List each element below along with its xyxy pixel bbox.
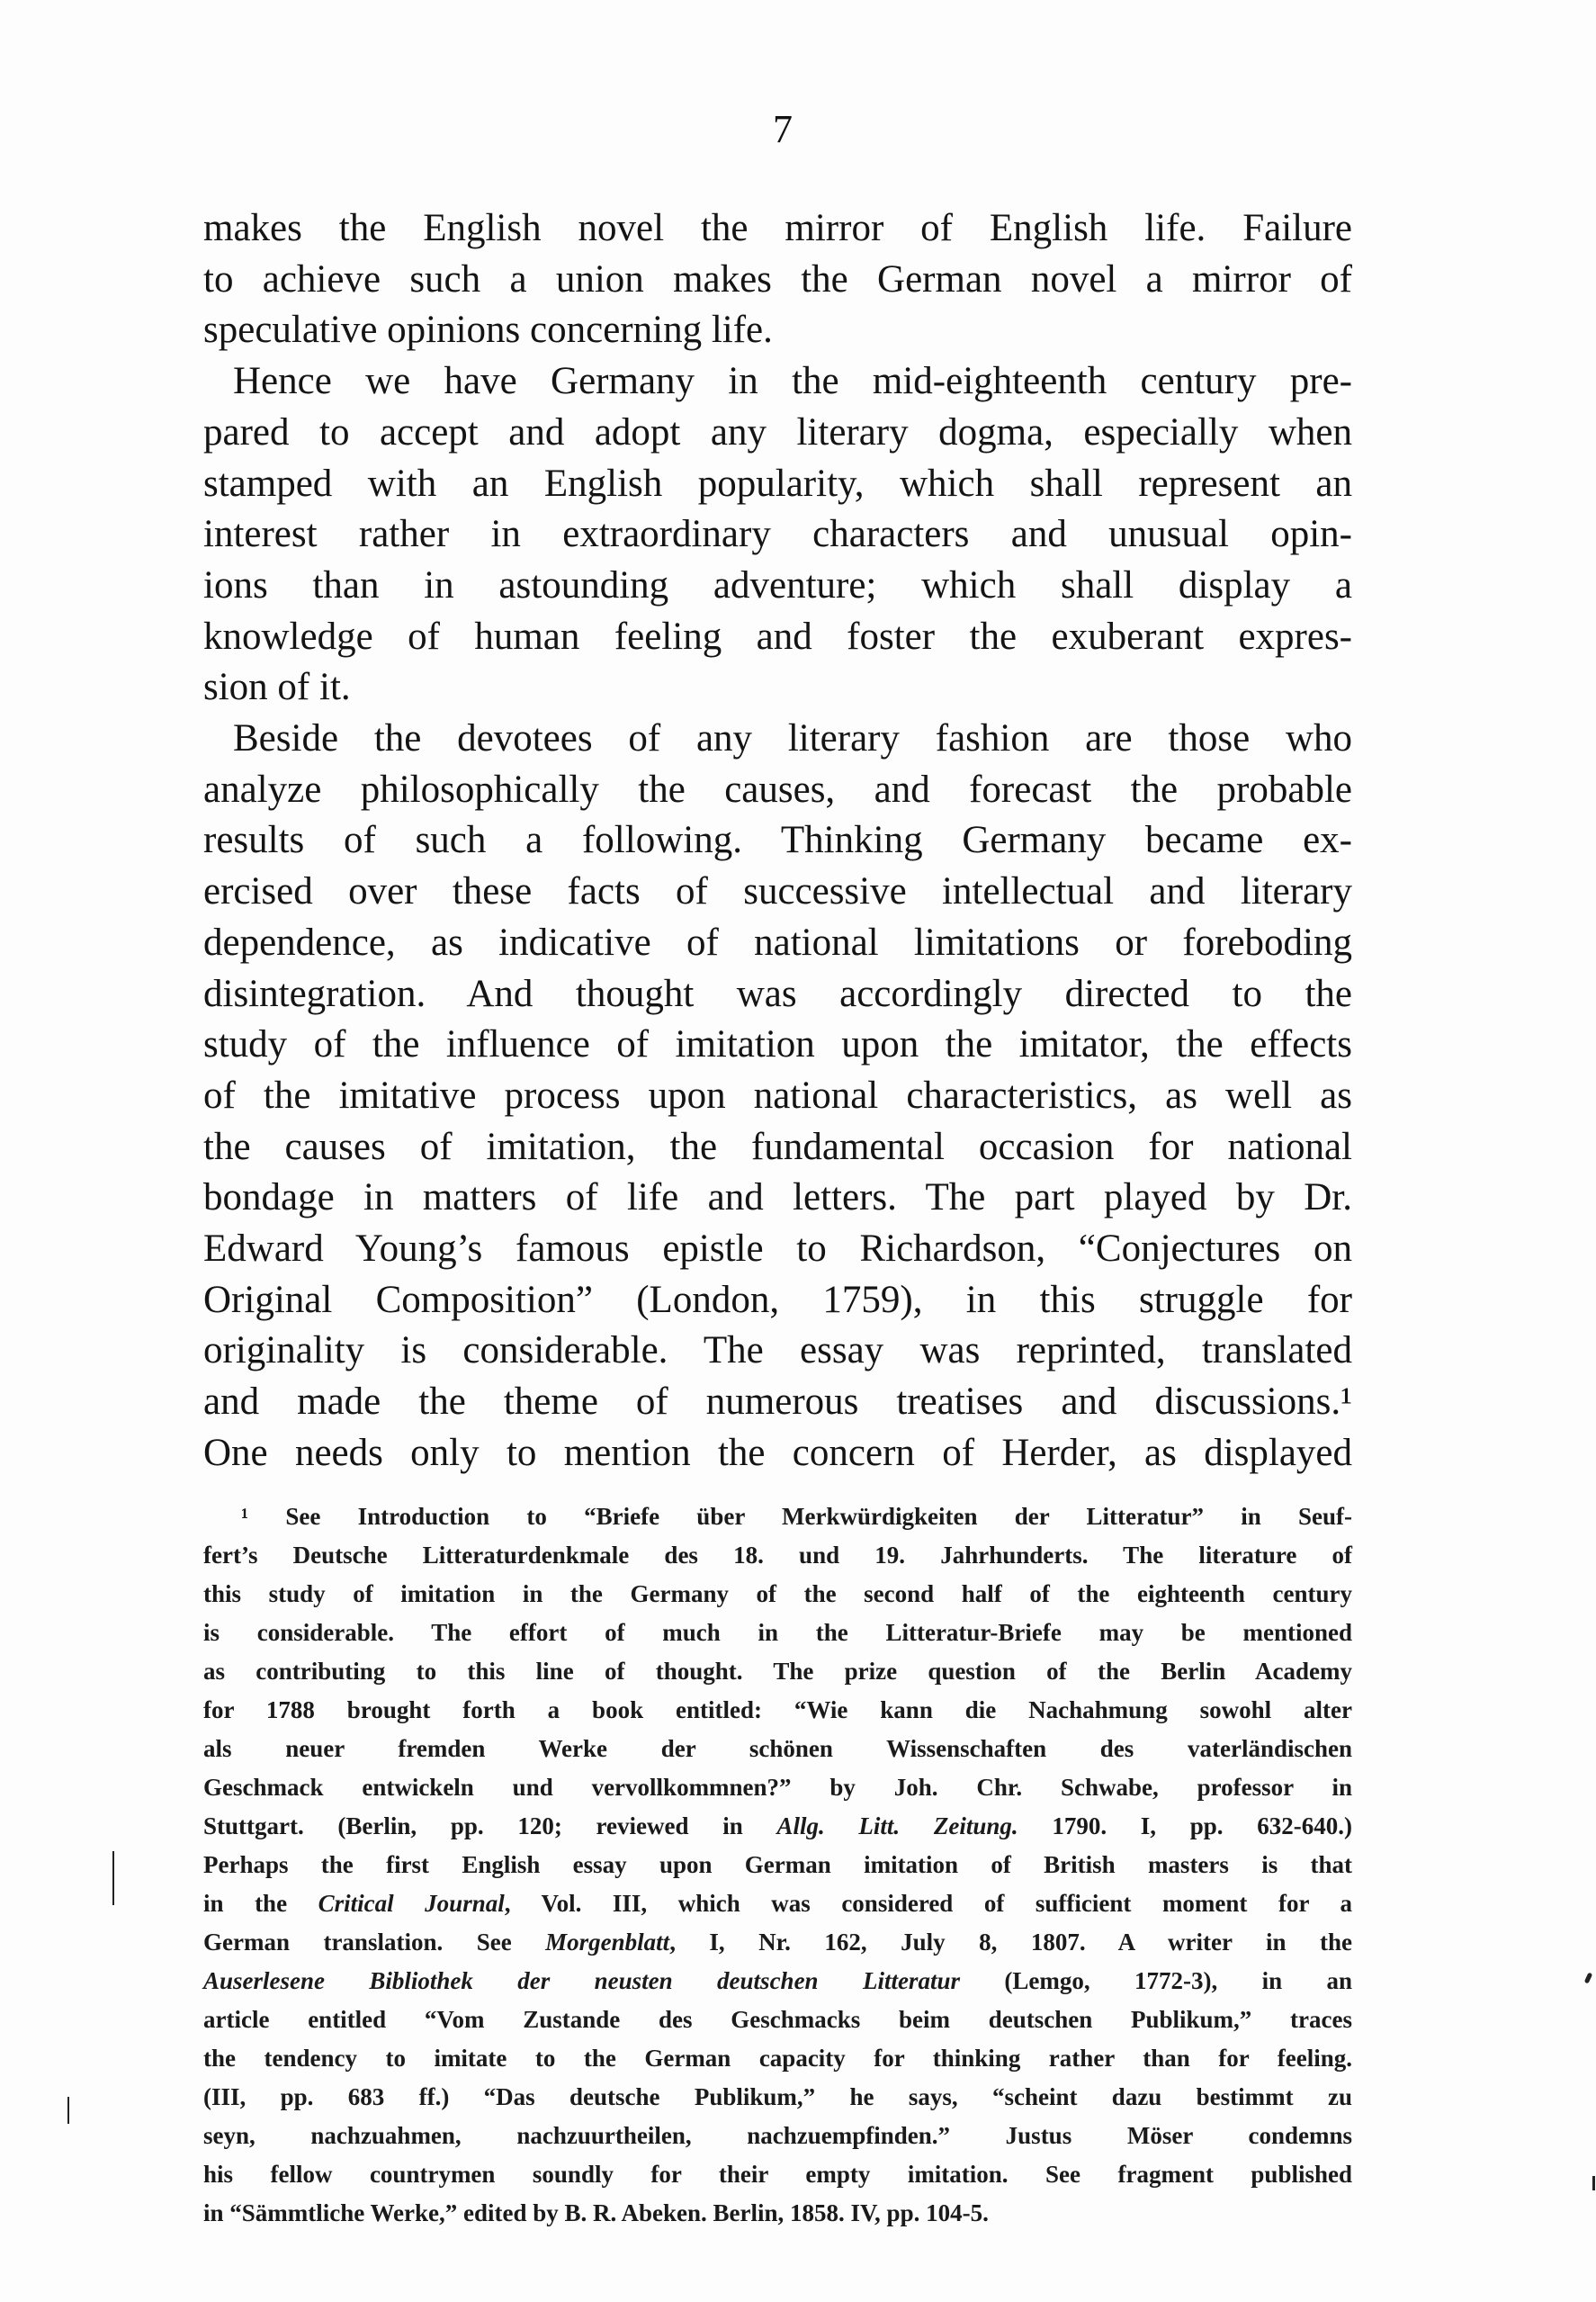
scan-mark-left-tick (67, 2097, 69, 2124)
body-line: dependence, as indicative of national limitations or foreboding (203, 921, 1352, 964)
body-line: bondage in matters of life and letters. The part played by Dr. (203, 1176, 1352, 1219)
body-line: Original Composition” (London, 1759), in this struggle for (203, 1278, 1352, 1321)
body-line: results of such a following. Thinking Germany became ex- (203, 819, 1352, 862)
body-line: originality is considerable. The essay was reprinted, translated (203, 1329, 1352, 1372)
italic-title: Critical Journal (318, 1890, 505, 1917)
body-line: ions than in astounding adventure; which shall display a (203, 563, 1352, 607)
footnote-line: als neuer fremden Werke der schönen Wissenschaften des vaterländischen (203, 1735, 1352, 1762)
footnote-line: Perhaps the first English essay upon German imitation of British masters is that (203, 1851, 1352, 1878)
body-line: to achieve such a union makes the German novel a mirror of (203, 257, 1352, 301)
footnote-line: Auserlesene Bibliothek der neusten deutschen Litteratur (Lemgo, 1772-3), in an (203, 1967, 1352, 1994)
body-line: speculative opinions concerning life. (203, 309, 773, 352)
body-line: makes the English novel the mirror of English life. Failure (203, 207, 1352, 249)
body-line: of the imitative process upon national characteristics, as well as (203, 1074, 1352, 1117)
footnote-line: this study of imitation in the Germany of the second half of the eighteenth century (203, 1580, 1352, 1607)
footnote-line: his fellow countrymen soundly for their empty imitation. See fragment published (203, 2161, 1352, 2188)
body-line: Hence we have Germany in the mid-eighteenth century pre- (233, 360, 1352, 403)
body-line: the causes of imitation, the fundamental occasion for national (203, 1125, 1352, 1168)
scan-mark-right-dot (1584, 1973, 1593, 1984)
body-line: analyze philosophically the causes, and forecast the probable (203, 768, 1352, 811)
body-line: pared to accept and adopt any literary dogma, especially when (203, 410, 1352, 454)
footnote-line: the tendency to imitate to the German capacity for thinking rather than for feeling. (203, 2045, 1352, 2072)
body-line: ercised over these facts of successive intellectual and literary (203, 870, 1352, 913)
footnote-line: in “Sämmtliche Werke,” edited by B. R. Abeken. Berlin, 1858. IV, pp. 104-5. (203, 2199, 989, 2226)
scan-mark-right-edge (1592, 2176, 1595, 2190)
page-number: 7 (773, 107, 793, 151)
footnote-line: Geschmack entwickeln und vervollkommnen?” by Joh. Chr. Schwabe, professor in (203, 1774, 1352, 1801)
footnote-line: as contributing to this line of thought. The prize question of the Berlin Academy (203, 1658, 1352, 1685)
scan-mark-left-bar (112, 1851, 114, 1905)
body-line: Beside the devotees of any literary fashion are those who (233, 717, 1352, 760)
body-line: knowledge of human feeling and foster the exuberant expres- (203, 615, 1352, 658)
footnote-line: ¹ See Introduction to “Briefe über Merkwürdigkeiten der Litteratur” in Seuf- (241, 1503, 1352, 1530)
footnote-line: is considerable. The effort of much in the Litteratur-Briefe may be mentioned (203, 1619, 1352, 1646)
footnote-line: fert’s Deutsche Litteraturdenkmale des 18. und 19. Jahrhunderts. The literature of (203, 1542, 1352, 1569)
footnote-line: seyn, nachzuahmen, nachzuurtheilen, nachzuempfinden.” Justus Möser condemns (203, 2122, 1352, 2149)
body-line: study of the influence of imitation upon the imitator, the effects (203, 1023, 1352, 1066)
body-line: and made the theme of numerous treatises and discussions.¹ (203, 1380, 1352, 1424)
footnote-line: (III, pp. 683 ff.) “Das deutsche Publikum,” he says, “scheint dazu bestimmt zu (203, 2083, 1352, 2110)
body-line: sion of it. (203, 666, 351, 709)
body-line: stamped with an English popularity, which shall represent an (203, 462, 1352, 505)
italic-title: Allg. Litt. Zeitung. (776, 1812, 1018, 1839)
footnote-line: article entitled “Vom Zustande des Geschmacks beim deutschen Publikum,” traces (203, 2006, 1352, 2033)
body-line: Edward Young’s famous epistle to Richardson, “Conjectures on (203, 1227, 1352, 1270)
footnote-line: German translation. See Morgenblatt, I, Nr. 162, July 8, 1807. A writer in the (203, 1929, 1352, 1956)
italic-title: Morgenblatt (545, 1929, 670, 1956)
body-line: One needs only to mention the concern of Herder, as displayed (203, 1431, 1352, 1474)
body-line: disintegration. And thought was accordingly directed to the (203, 972, 1352, 1015)
body-line: interest rather in extraordinary characters and unusual opin- (203, 513, 1352, 556)
footnote-line: in the Critical Journal, Vol. III, which was considered of sufficient moment for a (203, 1890, 1353, 1917)
italic-title: Auserlesene Bibliothek der neusten deutschen Litteratur (203, 1967, 960, 1994)
footnote-line: for 1788 brought forth a book entitled: “Wie kann die Nachahmung sowohl alter (203, 1696, 1352, 1723)
footnote-line: Stuttgart. (Berlin, pp. 120; reviewed in Allg. Litt. Zeitung. 1790. I, pp. 632-640.) (203, 1812, 1352, 1839)
